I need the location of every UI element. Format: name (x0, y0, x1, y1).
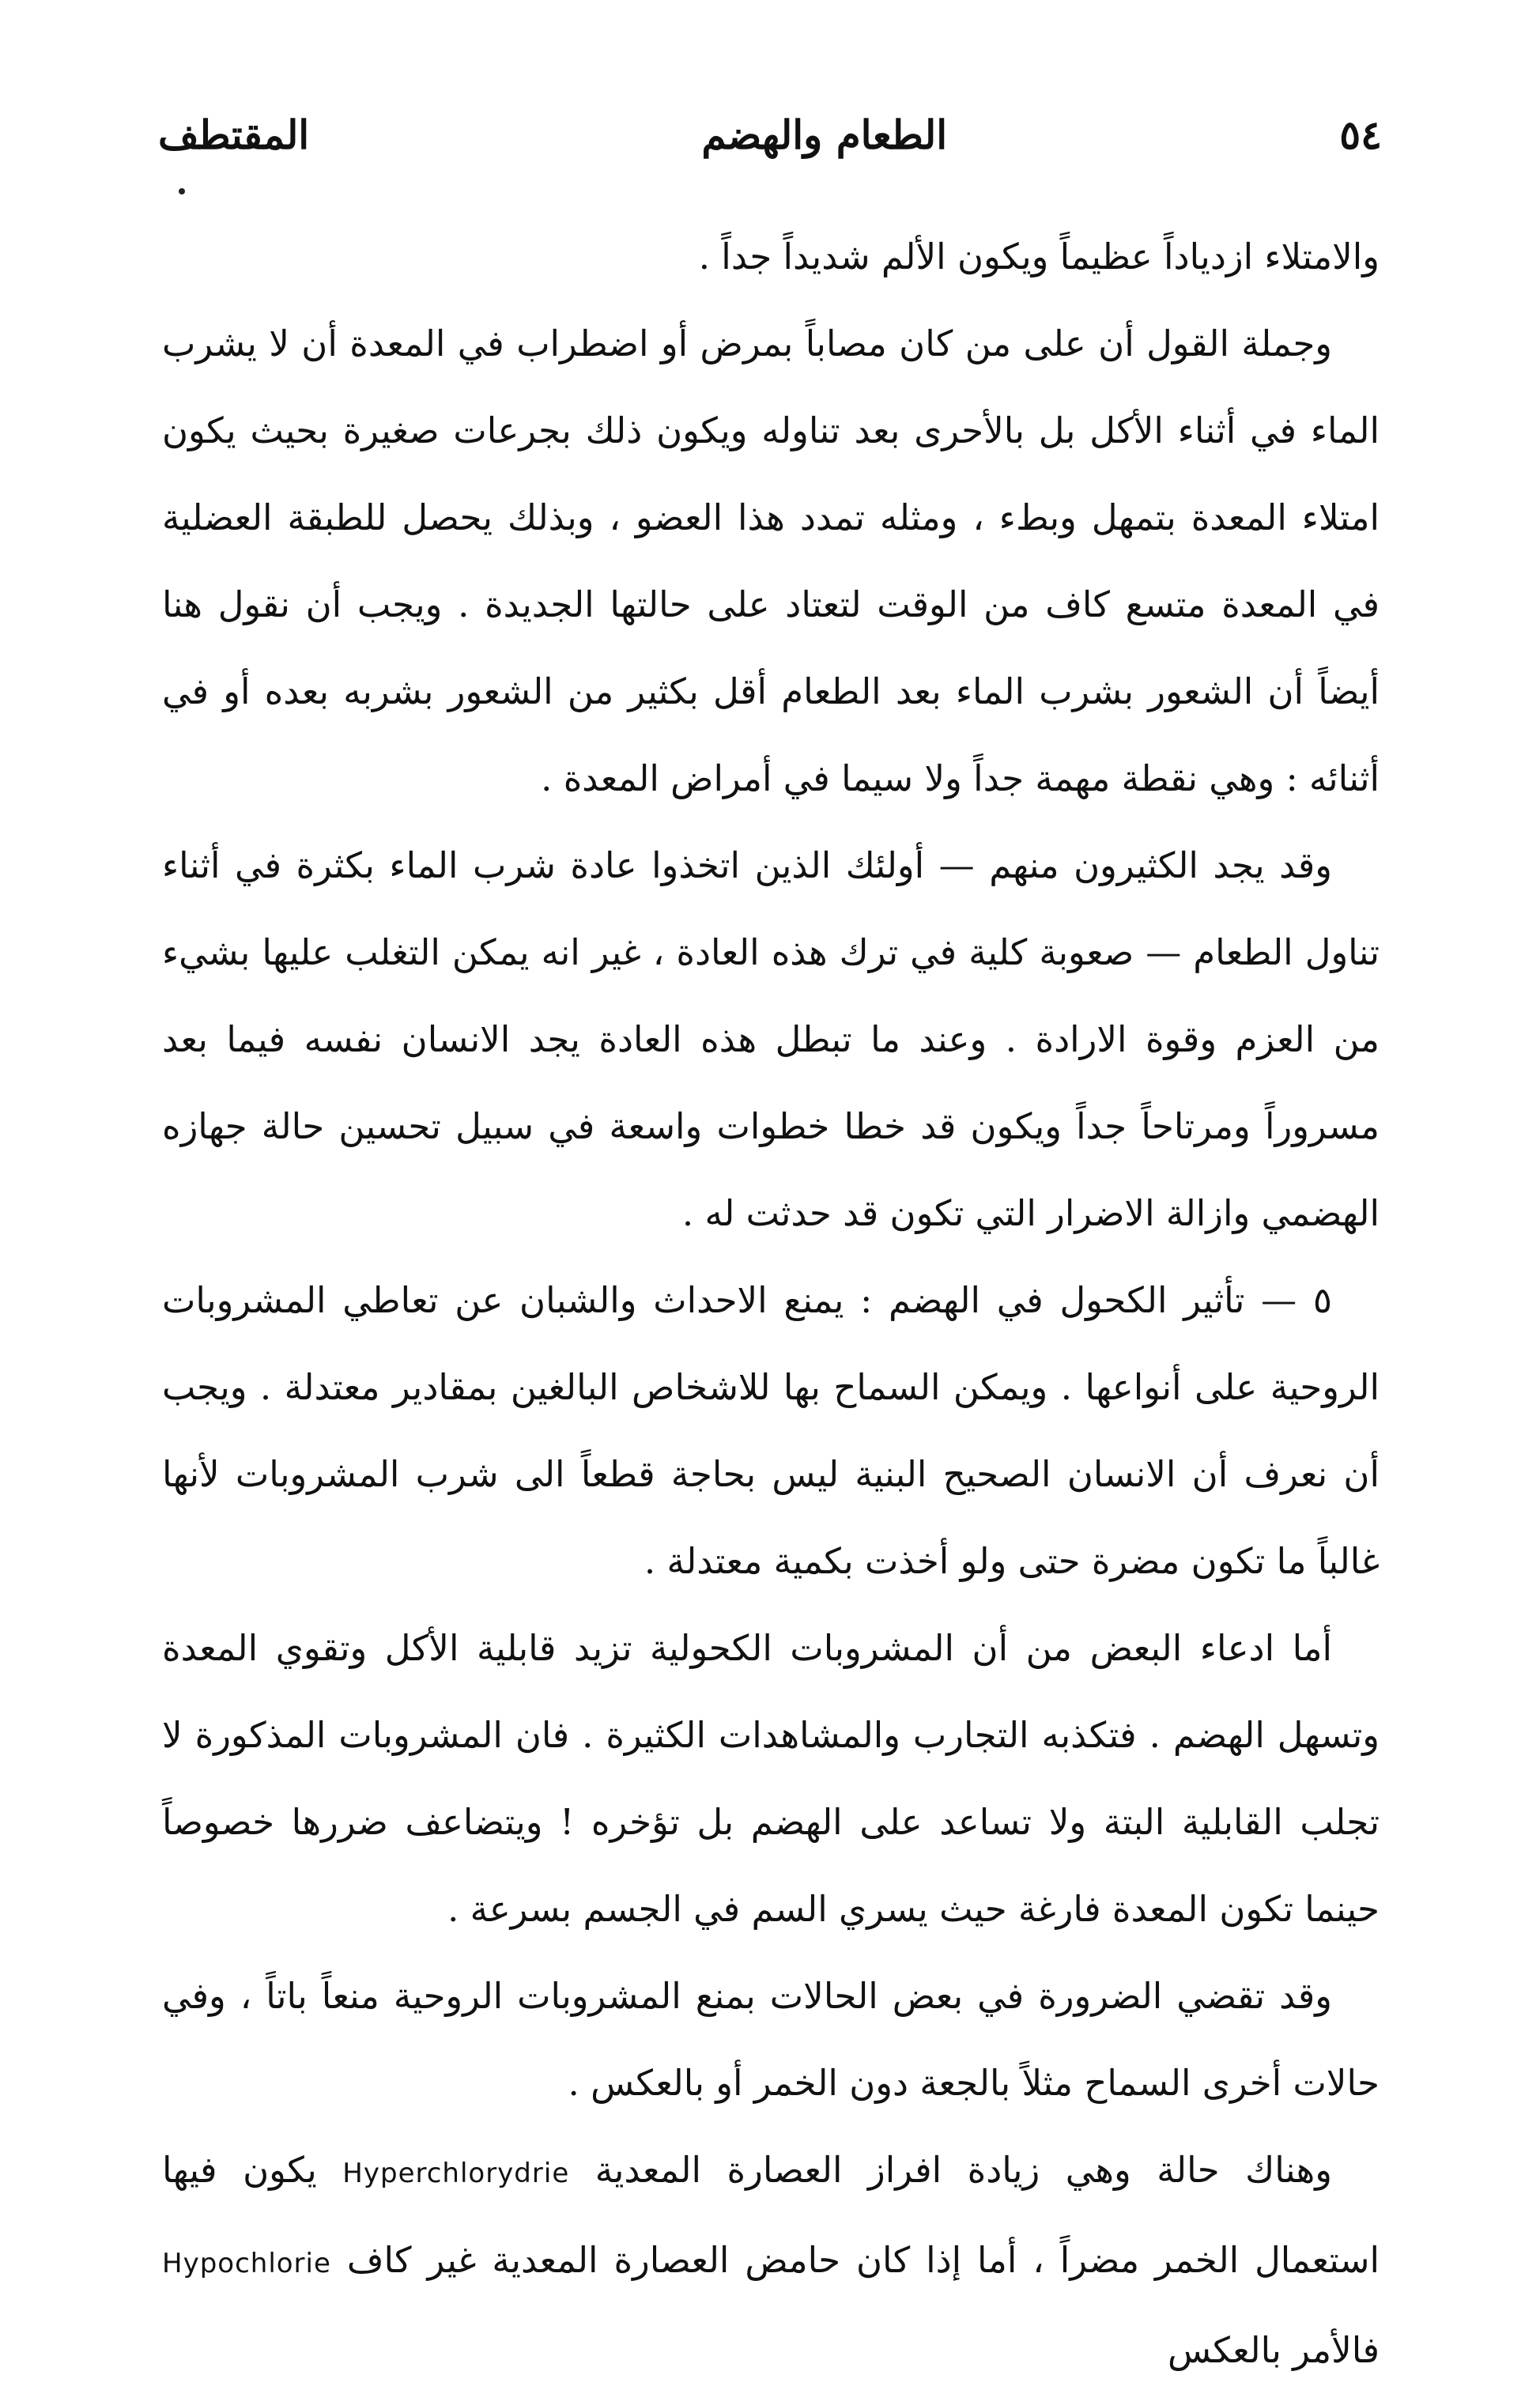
paragraph-4: ٥ — تأثير الكحول في الهضم : يمنع الاحداث والشبان عن تعاطي المشروبات الروحية على أنواعها . ويمكن السماح بها للاشخاص البالغين بمقادير معتدلة . ويجب أن نعرف أن الانسان الصحيح البنية ليس بحاجة قطعاً الى شرب المشروبات لأنها غالباً ما تكون مضرة حتى ولو أخذت بكمية معتدلة . (162, 1279, 1380, 1582)
paragraph-7-part-c: فالأمر بالعكس (1167, 2329, 1380, 2371)
paragraph-7-part-b: يكون فيها استعمال الخمر مضراً ، أما إذا كان حامض العصارة المعدية غير كاف (162, 2149, 1380, 2281)
paragraph-7 (162, 2127, 1380, 2394)
latin-term-hyperchlorydrie: Hyperchlorydrie (342, 2158, 570, 2189)
paragraph-2: وجملة القول أن على من كان مصاباً بمرض أو اضطراب في المعدة أن لا يشرب الماء في أثناء الأكل بل بالأحرى بعد تناوله ويكون ذلك بجرعات صغيرة بحيث يكون امتلاء المعدة بتمهل وبطء ، ومثله تمدد هذا العضو ، وبذلك يحصل للطبقة العضلية في المعدة متسع كاف من الوقت لتعتاد على حالتها الجديدة . ويجب أن نقول هنا أيضاً أن الشعور بشرب الماء بعد الطعام أقل بكثير من الشعور بشربه بعده أو في أثنائه : وهي نقطة مهمة جداً ولا سيما في أمراض المعدة . (162, 323, 1380, 799)
paragraph-5: أما ادعاء البعض من أن المشروبات الكحولية تزيد قابلية الأكل وتقوي المعدة وتسهل الهضم . فتكذبه التجارب والمشاهدات الكثيرة . فان المشروبات المذكورة لا تجلب القابلية البتة ولا تساعد على الهضم بل تؤخره ! ويتضاعف ضررها خصوصاً حينما تكون المعدة فارغة حيث يسري السم في الجسم بسرعة . (162, 1627, 1380, 1930)
latin-term-hypochlorie: Hypochlorie (162, 2248, 331, 2279)
chapter-title: الطعام والهضم (701, 111, 948, 158)
page-number: ٥٤ (1339, 111, 1382, 158)
paragraph-7-part-a: وهناك حالة وهي زيادة افراز العصارة المعدية (594, 2149, 1332, 2191)
article-body (162, 213, 1380, 2394)
journal-name: المقتطف (158, 111, 310, 158)
stray-ink-dot (179, 188, 185, 194)
paragraph-6: وقد تقضي الضرورة في بعض الحالات بمنع المشروبات الروحية منعاً باتاً ، وفي حالات أخرى السماح مثلاً بالجعة دون الخمر أو بالعكس . (162, 1975, 1380, 2104)
paragraph-1: والامتلاء ازدياداً عظيماً ويكون الألم شديداً جداً . (698, 236, 1380, 278)
paragraph-3: وقد يجد الكثيرون منهم — أولئك الذين اتخذوا عادة شرب الماء بكثرة في أثناء تناول الطعام — صعوبة كلية في ترك هذه العادة ، غير انه يمكن التغلب عليها بشيء من العزم وقوة الارادة . وعند ما تبطل هذه العادة يجد الانسان نفسه فيما بعد مسروراً ومرتاحاً جداً ويكون قد خطا خطوات واسعة في سبيل تحسين حالة جهازه الهضمي وازالة الاضرار التي تكون قد حدثت له . (162, 844, 1380, 1234)
page-header (158, 103, 1382, 166)
